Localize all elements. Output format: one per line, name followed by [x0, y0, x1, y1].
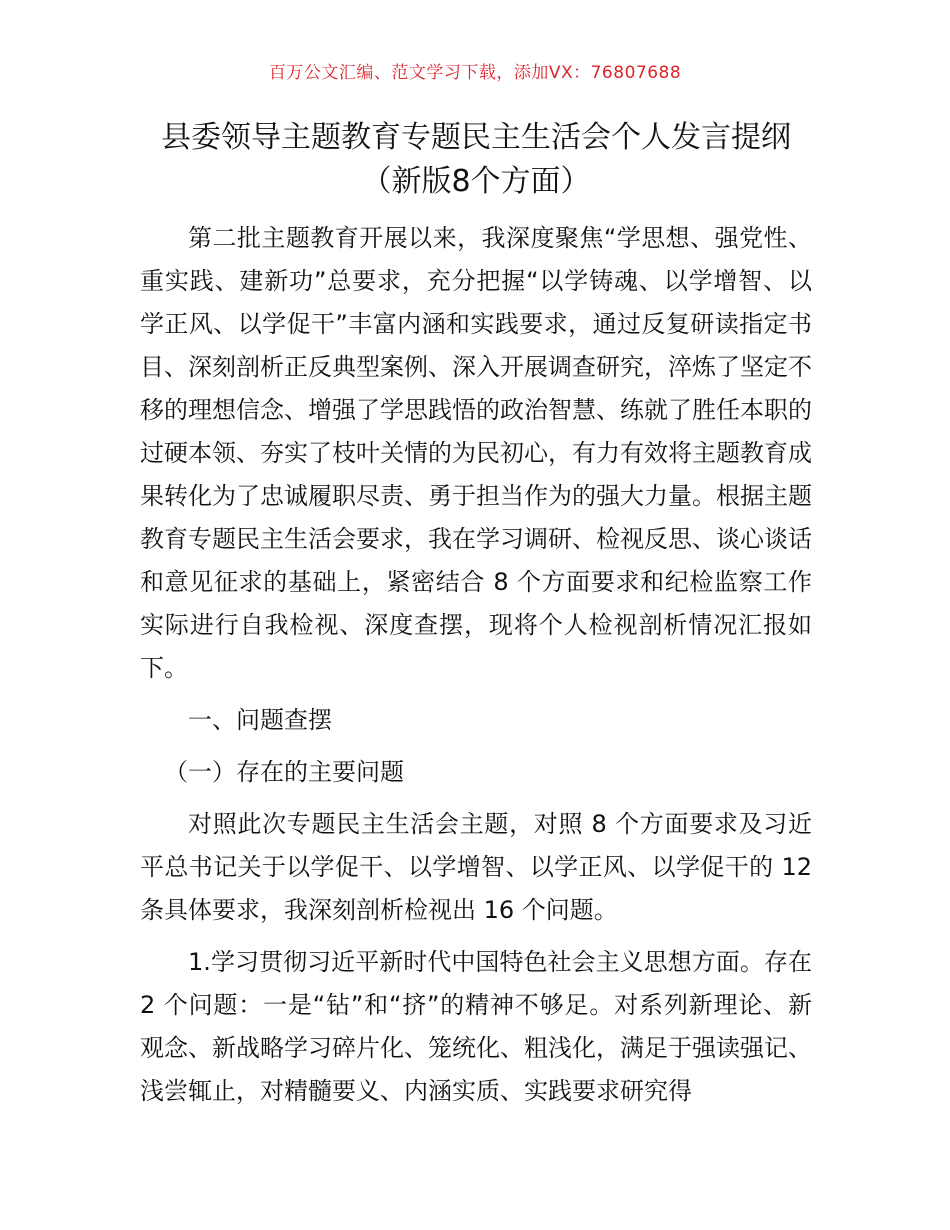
section-heading-problems: 一、问题查摆: [188, 706, 332, 734]
subsection-heading-main-problems: （一）存在的主要问题: [164, 758, 404, 786]
intro-paragraph: 第二批主题教育开展以来，我深度聚焦“学思想、强党性、重实践、建新功”总要求，充分把握“以学铸魂、以学增智、以学正风、以学促干”丰富内涵和实践要求，通过反复研读指定书目、深刻剖析正反典型案例、深入开展调查研究，淬炼了坚定不移的理想信念、增强了学思践悟的政治智慧、练就了胜任本职的过硬本领、夯实了枝叶关情的为民初心，有力有效将主题教育成果转化为了忠诚履职尽责、勇于担当作为的强大力量。根据主题教育专题民主生活会要求，我在学习调研、检视反思、谈心谈话和意见征求的基础上，紧密结合 8 个方面要求和纪检监察工作实际进行自我检视、深度查摆，现将个人检视剖析情况汇报如下。: [140, 224, 812, 682]
watermark-text: 百万公文汇编、范文学习下载，添加VX：76807688: [268, 63, 682, 83]
document-body: [140, 217, 812, 1113]
problems-overview-paragraph: 对照此次专题民主生活会主题，对照 8 个方面要求及习近平总书记关于以学促干、以学增智、以学正风、以学促干的 12 条具体要求，我深刻剖析检视出 16 个问题。: [140, 810, 812, 924]
document-title: 县委领导主题教育专题民主生活会个人发言提纲（新版8个方面）: [161, 120, 791, 199]
problem-item-1-paragraph: 1.学习贯彻习近平新时代中国特色社会主义思想方面。存在 2 个问题：一是“钻”和“挤”的精神不够足。对系列新理论、新观念、新战略学习碎片化、笼统化、粗浅化，满足于强读强记、浅尝辄止，对精髓要义、内涵实质、实践要求研究得: [140, 948, 812, 1105]
